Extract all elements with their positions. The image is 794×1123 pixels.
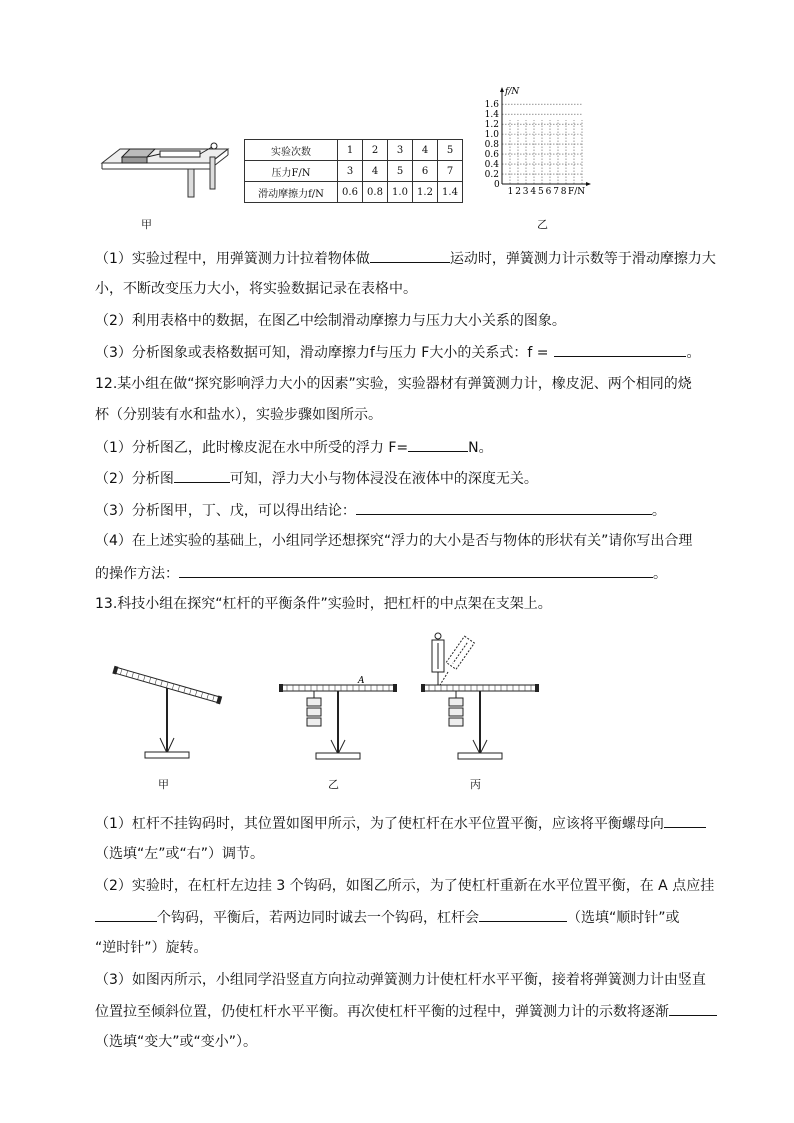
q11-part3-text-a: （3）分析图象或表格数据可知，滑动摩擦力f与压力 F大小的关系式：f =	[95, 345, 549, 361]
q12-part4-text-c: 。	[653, 566, 667, 582]
lever-caption-jia: 甲	[158, 778, 169, 791]
figure-caption-jia: 甲	[141, 218, 152, 231]
table-cell: 0.8	[363, 182, 388, 203]
table-cell: 1.4	[438, 182, 463, 203]
table-cell: 6	[413, 161, 438, 182]
y-tick-label: 1.6	[484, 100, 499, 111]
x-tick-label: 7	[553, 187, 559, 197]
q12-part3-text-b: 。	[651, 503, 666, 519]
table-cell: 1.2	[413, 182, 438, 203]
x-tick-label: 8	[560, 187, 567, 197]
table-cell: 0.6	[338, 182, 363, 203]
q12-part3-blank[interactable]	[356, 500, 652, 515]
q13-part2-text-b: 个钩码，平衡后，若两边同时诚去一个钩码，杠杆会	[157, 910, 479, 926]
lever-caption-bing: 丙	[470, 778, 481, 791]
q12-stem-line2: 杯（分别装有水和盐水），实验步骤如图所示。	[95, 407, 382, 423]
q12-part3-text-a: （3）分析图甲，丁、戊，可以得出结论：	[95, 503, 356, 519]
q11-part1-text-b: 运动时，弹簧测力计示数等于滑动摩擦力大	[449, 251, 716, 267]
lever-figure-jia	[110, 660, 225, 765]
lever-figure-bing	[420, 632, 540, 767]
q12-part2-text-b: 可知，浮力大小与物体浸没在液体中的深度无关。	[229, 471, 538, 487]
x-axis-arrow	[586, 182, 591, 186]
q13-part2-blank-direction[interactable]	[479, 907, 567, 922]
q13-part3-line2	[95, 1001, 717, 1022]
table-row-header: 压力F/N	[245, 161, 338, 182]
lever-point-a-label: A	[358, 676, 365, 686]
x-axis-unit: F/N	[568, 187, 586, 197]
table-cell: 3	[388, 140, 413, 161]
table-row	[245, 182, 463, 203]
x-tick-label: 4	[530, 187, 537, 197]
q11-part1-line1	[95, 248, 716, 269]
q12-part1-blank[interactable]	[408, 437, 468, 452]
q13-part1-line2: （选填“左”或“右”）调节。	[95, 846, 265, 862]
q12-part2-blank[interactable]	[174, 468, 230, 483]
q12-part4-line2	[95, 563, 667, 584]
q13-part3-blank[interactable]	[669, 1001, 717, 1016]
q13-part3-line3: （选填“变大”或“变小”）。	[95, 1034, 258, 1050]
table-cell: 5	[388, 161, 413, 182]
q11-part1-text-a: （1）实验过程中，用弹簧测力计拉着物体做	[95, 251, 370, 267]
q13-stem: 13.科技小组在探究“杠杆的平衡条件”实验时，把杠杆的中点架在支架上。	[95, 596, 552, 612]
table-row-header: 实验次数	[245, 140, 338, 161]
q13-part1-line1	[95, 813, 706, 834]
q12-part2	[95, 468, 538, 489]
table-cell: 2	[363, 140, 388, 161]
table-row	[245, 161, 463, 182]
x-tick-label: 5	[538, 187, 544, 197]
x-tick-label: 2	[515, 187, 521, 197]
q13-part3-line1: （3）如图丙所示，小组同学沿竖直方向拉动弹簧测力计使杠杆水平平衡，接着将弹簧测力计由竖直	[95, 972, 706, 988]
q12-part1-text-b: N。	[468, 440, 493, 456]
q11-part2: （2）利用表格中的数据，在图乙中绘制滑动摩擦力与压力大小关系的图象。	[95, 313, 566, 329]
q12-part3	[95, 500, 666, 521]
y-axis-arrow	[500, 87, 504, 92]
figure-caption-yi: 乙	[537, 218, 548, 231]
q12-part2-text-a: （2）分析图	[95, 471, 174, 487]
q11-part3-text-b: 。	[686, 345, 701, 361]
table-cell: 4	[363, 161, 388, 182]
q11-part3	[95, 342, 700, 363]
y-tick-label: 1.4	[484, 110, 499, 121]
table-cell: 5	[438, 140, 463, 161]
y-tick-label: 0.8	[484, 140, 499, 151]
friction-graph	[480, 84, 610, 204]
q13-part1-text-a: （1）杠杆不挂钩码时，其位置如图甲所示，为了使杠杆在水平位置平衡，应该将平衡螺母向	[95, 816, 664, 832]
x-tick-label: 3	[522, 187, 529, 197]
q13-part1-blank[interactable]	[664, 813, 706, 828]
lever-caption-yi: 乙	[328, 778, 339, 791]
q13-part2-line2	[95, 907, 680, 928]
friction-apparatus-figure	[100, 135, 230, 200]
q11-part1-blank[interactable]	[370, 248, 450, 263]
y-tick-label: 0.4	[484, 160, 499, 171]
q13-part2-text-c: （选填“顺时针”或	[567, 910, 680, 926]
q12-part1	[95, 437, 493, 458]
q12-part1-text-a: （1）分析图乙，此时橡皮泥在水中所受的浮力 F=	[95, 440, 409, 456]
q12-part4-text-b: 的操作方法：	[95, 566, 179, 582]
y-tick-label: 0.6	[484, 150, 499, 161]
table-row-header: 滑动摩擦力f/N	[245, 182, 338, 203]
y-tick-label: 0.2	[484, 170, 499, 181]
q13-part3-text-b: 位置拉至倾斜位置，仍使杠杆水平平衡。再次使杠杆平衡的过程中，弹簧测力计的示数将逐渐	[95, 1004, 669, 1020]
y-tick-label: 1.2	[484, 120, 499, 131]
lever-figure-yi	[278, 672, 398, 767]
q13-part2-blank-count[interactable]	[95, 907, 157, 922]
q13-part2-line1: （2）实验时，在杠杆左边挂 3 个钩码，如图乙所示，为了使杠杆重新在水平位置平衡，在 A 点应挂	[95, 878, 715, 894]
q11-part1-line2: 小，不断改变压力大小，将实验数据记录在表格中。	[95, 281, 417, 297]
y-tick-label: 1.0	[484, 130, 499, 141]
friction-data-table	[244, 139, 463, 203]
x-tick-label: 1	[507, 187, 514, 197]
q12-stem-line1: 12.某小组在做“探究影响浮力大小的因素”实验，实验器材有弹簧测力计，橡皮泥、两个相同的烧	[95, 376, 692, 392]
table-row	[245, 140, 463, 161]
q12-part4-blank[interactable]	[179, 563, 653, 578]
q11-part3-blank[interactable]	[554, 342, 686, 357]
q12-part4-line1: （4）在上述实验的基础上，小组同学还想探究“浮力的大小是否与物体的形状有关”请你写出合理	[95, 533, 693, 549]
table-cell: 1.0	[388, 182, 413, 203]
table-cell: 4	[413, 140, 438, 161]
x-tick-label: 6	[545, 187, 552, 197]
table-cell: 3	[338, 161, 363, 182]
origin-label: 0	[494, 180, 500, 190]
table-cell: 1	[338, 140, 363, 161]
table-cell: 7	[438, 161, 463, 182]
y-axis-unit: f/N	[505, 87, 520, 97]
q13-part2-line3: “逆时针”）旋转。	[95, 940, 208, 956]
